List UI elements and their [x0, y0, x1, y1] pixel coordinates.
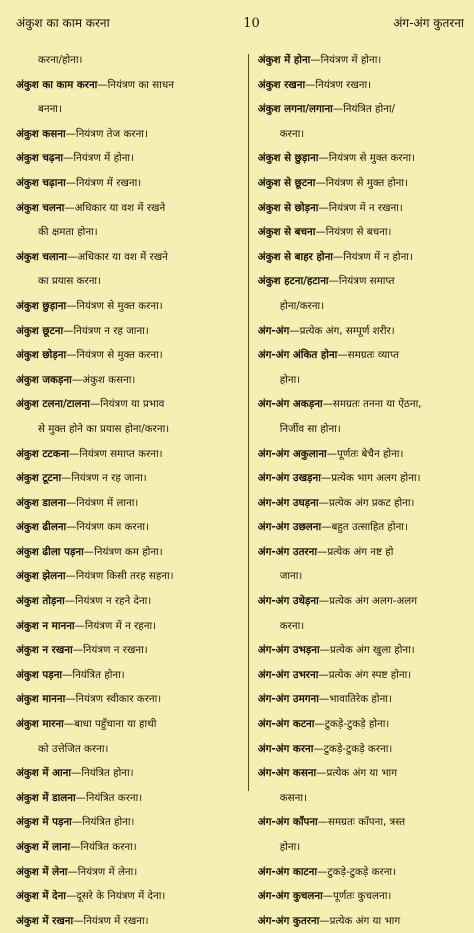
- entry-line: [258, 122, 464, 147]
- headword: अंकुश से छुड़ाना: [258, 152, 319, 164]
- entry-line: [258, 196, 464, 221]
- headword: अंकुश छूटना: [16, 325, 63, 337]
- definition: —नियंत्रित होना।: [72, 816, 135, 828]
- headword: अंकुश चढ़ना: [16, 152, 63, 164]
- definition: करना।: [280, 128, 304, 140]
- entry-line: [16, 614, 242, 639]
- headword: अंकुश लगना/लगाना: [258, 103, 333, 115]
- headword: अंकुश मानना: [16, 693, 65, 705]
- headword: अंकुश चलाना: [16, 251, 67, 263]
- headword: अंग-अंग उभड़ना: [258, 644, 320, 656]
- entry-line: [16, 638, 242, 663]
- definition: —प्रत्येक भाग अलग होना।: [321, 472, 421, 484]
- headword: अंकुश ढीलना: [16, 521, 66, 533]
- entry-line: [258, 245, 464, 270]
- entry-line: [258, 835, 464, 860]
- definition: —भावातिरेक होना।: [319, 693, 392, 705]
- definition: —नियंत्रण समाप्त: [329, 275, 395, 287]
- definition: —समग्रतः व्याप्त: [337, 349, 399, 361]
- headword: अंग-अंग उमगना: [258, 693, 319, 705]
- definition: —नियंत्रण न रह जाना।: [61, 472, 147, 484]
- entry-line: [258, 97, 464, 122]
- definition: —समग्रतः काँपना, त्रस्त: [318, 816, 405, 828]
- definition: —टुकड़े-टुकड़े करना।: [313, 743, 392, 755]
- entry-line: [16, 860, 242, 885]
- definition: —बहुत उत्साहित होना।: [321, 521, 408, 533]
- entry-line: [16, 73, 242, 98]
- definition: —नियंत्रण न रह जाना।: [63, 325, 149, 337]
- headword: अंकुश से बाहर होना: [258, 251, 333, 263]
- definition: —टुकड़े-टुकड़े करना।: [317, 866, 396, 878]
- headword: अंग-अंग करना: [258, 743, 314, 755]
- entry-line: [258, 491, 464, 516]
- definition: बनना।: [38, 103, 62, 115]
- entry-line: [258, 343, 464, 368]
- entry-line: [258, 171, 464, 196]
- entry-line: [258, 638, 464, 663]
- entry-line: [16, 97, 242, 122]
- definition: करना/होना।: [38, 54, 82, 66]
- entry-line: [16, 810, 242, 835]
- entry-line: [16, 835, 242, 860]
- entry-line: [258, 48, 464, 73]
- definition: —नियंत्रण न रखना।: [73, 644, 148, 656]
- headword: अंग-अंग उघड़ना: [258, 497, 319, 509]
- definition: —नियंत्रण में न होना।: [333, 251, 413, 263]
- headword: अंकुश से छूटना: [258, 177, 316, 189]
- headword: अंकुश रखना: [258, 79, 305, 91]
- definition: —नियंत्रण में रखना।: [66, 177, 141, 189]
- left-column: [16, 48, 250, 791]
- entry-line: [16, 761, 242, 786]
- entry-line: [258, 392, 464, 417]
- entry-line: [16, 884, 242, 909]
- definition: —प्रत्येक अंग या भाग: [319, 915, 400, 927]
- definition: —नियंत्रण में न रखना।: [318, 202, 402, 214]
- definition: —प्रत्येक अंग या भाग: [316, 767, 397, 779]
- headword: अंग-अंग उभरना: [258, 669, 319, 681]
- headword: अंकुश मारना: [16, 718, 64, 730]
- headword: अंग-अंग कटना: [258, 718, 315, 730]
- definition: —नियंत्रण में होना।: [310, 54, 381, 66]
- definition: —नियंत्रण न रहने देना।: [65, 595, 151, 607]
- definition: का प्रयास करना।: [38, 275, 101, 287]
- headword: अंकुश ढीला पड़ना: [16, 546, 84, 558]
- headword: अंकुश टलना/टालना: [16, 398, 90, 410]
- definition: —प्रत्येक अंग स्पष्ट होना।: [318, 669, 411, 681]
- entry-line: [258, 220, 464, 245]
- entry-line: [16, 909, 242, 933]
- headword: अंकुश जकड़ना: [16, 374, 72, 386]
- entry-line: [258, 737, 464, 762]
- headword: अंकुश टूटना: [16, 472, 61, 484]
- definition: —नियंत्रण का साधन: [97, 79, 174, 91]
- definition: —नियंत्रण में लेना।: [67, 866, 137, 878]
- definition: —नियंत्रण स्वीकार करना।: [65, 693, 161, 705]
- definition: कसना।: [280, 792, 307, 804]
- entry-line: [16, 466, 242, 491]
- entry-line: [16, 589, 242, 614]
- headword: अंकुश न मानना: [16, 620, 75, 632]
- definition: —प्रत्येक अंग नष्ट हो: [317, 546, 393, 558]
- entry-line: [16, 220, 242, 245]
- entry-line: [16, 294, 242, 319]
- headword: अंग-अंग काँपना: [258, 816, 318, 828]
- definition: —अधिकार या वश में रखने: [64, 202, 165, 214]
- entry-line: [16, 712, 242, 737]
- entry-line: [258, 786, 464, 811]
- headword: अंकुश टटकना: [16, 448, 69, 460]
- definition: —पूर्णतः कुचलना।: [323, 890, 392, 902]
- definition: —नियंत्रण तेज करना।: [66, 128, 148, 140]
- entry-line: [16, 196, 242, 221]
- definition: —प्रत्येक अंग खुला होना।: [320, 644, 415, 656]
- definition: को उत्तेजित करना।: [38, 743, 108, 755]
- definition: —नियंत्रित होना/: [333, 103, 395, 115]
- definition: —नियंत्रण कम होना।: [84, 546, 163, 558]
- right-column: [250, 48, 464, 791]
- entry-line: [258, 589, 464, 614]
- entry-line: [16, 368, 242, 393]
- headword: अंकुश कसना: [16, 128, 66, 140]
- page-header: [16, 14, 464, 36]
- definition: —नियंत्रण में न रहना।: [75, 620, 156, 632]
- definition: करना।: [280, 620, 304, 632]
- headword: अंकुश का काम करना: [16, 79, 97, 91]
- entry-line: [16, 663, 242, 688]
- headword: अंकुश से बचना: [258, 226, 316, 238]
- headword: अंकुश में डालना: [16, 792, 76, 804]
- entry-line: [16, 515, 242, 540]
- entry-line: [258, 417, 464, 442]
- entry-line: [258, 761, 464, 786]
- definition: —नियंत्रित होना।: [62, 669, 125, 681]
- headword: अंकुश पड़ना: [16, 669, 62, 681]
- headword: अंग-अंग उतरना: [258, 546, 317, 558]
- entry-line: [16, 343, 242, 368]
- headword: अंग-अंग उधेड़ना: [258, 595, 319, 607]
- headword: अंकुश चढ़ाना: [16, 177, 66, 189]
- definition: —नियंत्रण कम करना।: [66, 521, 149, 533]
- entry-line: [258, 368, 464, 393]
- headword: अंकुश में पड़ना: [16, 816, 72, 828]
- definition: से मुक्त होने का प्रयास होना/करना।: [38, 423, 169, 435]
- entry-line: [16, 687, 242, 712]
- entry-line: [258, 515, 464, 540]
- entry-line: [258, 540, 464, 565]
- headword: अंकुश में लेना: [16, 866, 67, 878]
- definition: —प्रत्येक अंग, सम्पूर्ण शरीर।: [289, 325, 394, 337]
- definition: —पूर्णतः बेचैन होना।: [327, 448, 404, 460]
- entry-line: [16, 417, 242, 442]
- entry-line: [258, 442, 464, 467]
- headword: अंग-अंग उखड़ना: [258, 472, 321, 484]
- definition: —नियंत्रित करना।: [76, 792, 143, 804]
- entry-line: [16, 48, 242, 73]
- headword: अंग-अंग कुतरना: [258, 915, 320, 927]
- entry-line: [16, 319, 242, 344]
- headword: अंग-अंग: [258, 325, 290, 337]
- definition: निर्जीव सा होना।: [280, 423, 341, 435]
- definition: की क्षमता होना।: [38, 226, 98, 238]
- definition: —अधिकार या वश में रखने: [67, 251, 168, 263]
- headword: अंकुश में देना: [16, 890, 66, 902]
- definition: —प्रत्येक अंग प्रकट होना।: [319, 497, 415, 509]
- headword: अंग-अंग अकड़ना: [258, 398, 323, 410]
- definition: होना/करना।: [280, 300, 324, 312]
- definition: —नियंत्रण समाप्त करना।: [69, 448, 163, 460]
- definition: —नियंत्रित होना।: [71, 767, 134, 779]
- entry-line: [16, 269, 242, 294]
- definition: —नियंत्रण से मुक्त करना।: [66, 300, 163, 312]
- entry-line: [258, 73, 464, 98]
- headword: अंकुश तोड़ना: [16, 595, 65, 607]
- entry-line: [258, 466, 464, 491]
- definition: —नियंत्रित करना।: [70, 841, 137, 853]
- headword: अंकुश में होना: [258, 54, 311, 66]
- definition: —नियंत्रण में लाना।: [66, 497, 138, 509]
- headword: अंग-अंग अकुलाना: [258, 448, 327, 460]
- definition: —नियंत्रण से मुक्त करना।: [318, 152, 415, 164]
- definition: —प्रत्येक अंग अलग-अलग: [319, 595, 417, 607]
- headword: अंग-अंग उछलना: [258, 521, 321, 533]
- entry-line: [16, 442, 242, 467]
- columns: [16, 48, 464, 791]
- headword: अंकुश में लाना: [16, 841, 70, 853]
- entry-line: [16, 540, 242, 565]
- entry-line: [258, 614, 464, 639]
- definition: —दूसरे के नियंत्रण में देना।: [66, 890, 165, 902]
- headword: अंकुश चलना: [16, 202, 64, 214]
- headword: अंग-अंग कुचलना: [258, 890, 323, 902]
- left-guide-word: अंकुश का काम करना: [16, 14, 110, 31]
- entry-line: [16, 392, 242, 417]
- entry-line: [258, 712, 464, 737]
- headword: अंकुश से छोड़ना: [258, 202, 319, 214]
- entry-line: [16, 491, 242, 516]
- headword: अंकुश छुड़ाना: [16, 300, 66, 312]
- definition: —नियंत्रण रखना।: [305, 79, 371, 91]
- entry-line: [258, 687, 464, 712]
- definition: —नियंत्रण या प्रभाव: [90, 398, 164, 410]
- headword: अंकुश छोड़ना: [16, 349, 66, 361]
- headword: अंग-अंग अंकित होना: [258, 349, 338, 361]
- entry-line: [258, 663, 464, 688]
- headword: अंग-अंग कसना: [258, 767, 316, 779]
- entry-line: [258, 909, 464, 933]
- right-guide-word: अंग-अंग कुतरना: [393, 14, 464, 31]
- definition: —नियंत्रण से बचना।: [315, 226, 391, 238]
- headword: अंकुश में आना: [16, 767, 71, 779]
- entry-line: [16, 245, 242, 270]
- definition: होना।: [280, 841, 300, 853]
- entry-line: [16, 564, 242, 589]
- definition: —अंकुश कसना।: [72, 374, 136, 386]
- entry-line: [258, 860, 464, 885]
- entry-line: [258, 294, 464, 319]
- definition: —नियंत्रण से मुक्त करना।: [66, 349, 163, 361]
- definition: —समग्रतः तनना या ऐंठना,: [323, 398, 422, 410]
- definition: जाना।: [280, 570, 303, 582]
- definition: —नियंत्रण से मुक्त होना।: [315, 177, 408, 189]
- entry-line: [16, 171, 242, 196]
- definition: —टुकड़े-टुकड़े होना।: [314, 718, 389, 730]
- headword: अंकुश झेलना: [16, 570, 66, 582]
- entry-line: [258, 810, 464, 835]
- definition: होना।: [280, 374, 300, 386]
- definition: —नियंत्रण में होना।: [63, 152, 134, 164]
- headword: अंकुश में रखना: [16, 915, 73, 927]
- entry-line: [258, 564, 464, 589]
- entry-line: [16, 122, 242, 147]
- entry-line: [258, 319, 464, 344]
- page-number: 10: [243, 16, 260, 31]
- definition: —नियंत्रण में रखना।: [73, 915, 148, 927]
- entry-line: [258, 146, 464, 171]
- headword: अंग-अंग काटना: [258, 866, 317, 878]
- entry-line: [258, 269, 464, 294]
- headword: अंकुश डालना: [16, 497, 66, 509]
- entry-line: [258, 884, 464, 909]
- headword: अंकुश हटना/हटाना: [258, 275, 329, 287]
- definition: —बाधा पहुँचाना या हाथी: [64, 718, 157, 730]
- entry-line: [16, 786, 242, 811]
- entry-line: [16, 146, 242, 171]
- headword: अंकुश न रखना: [16, 644, 73, 656]
- entry-line: [16, 737, 242, 762]
- definition: —नियंत्रण किसी तरह सहना।: [66, 570, 174, 582]
